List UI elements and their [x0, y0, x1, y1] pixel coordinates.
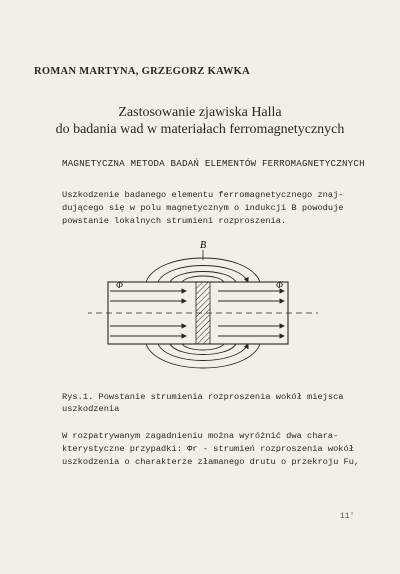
label-b: B — [200, 240, 207, 251]
paragraph-2-line-2: kterystyczne przypadki: Φr - strumień rozproszenia wokół — [62, 444, 354, 454]
paragraph-1-line-1: Uszkodzenie badanego elementu ferromagnetycznego znaj- — [62, 190, 344, 200]
caption-line-2: uszkodzenia — [62, 404, 120, 414]
authors: ROMAN MARTYNA, GRZEGORZ KAWKA — [34, 66, 250, 77]
leakage-flux-top — [146, 258, 260, 282]
paragraph-2-line-3: uszkodzenia o charakterze złamanego drutu o przekroju Fu, — [62, 457, 360, 467]
label-phi-right: Φ — [276, 280, 283, 290]
paragraph-1-line-3: powstanie lokalnych strumieni rozproszenia. — [62, 216, 287, 226]
title-line-1: Zastosowanie zjawiska Halla — [118, 105, 282, 120]
paragraph-2-line-1: W rozpatrywanym zagadnieniu można wyróżnić dwa chara- — [62, 431, 339, 441]
figure-flux-diagram — [88, 238, 318, 390]
paragraph-1-line-2: dującego się w polu magnetycznym o indukcji B powoduje — [62, 203, 344, 213]
title-line-2: do badania wad w materiałach ferromagnetycznych — [55, 122, 345, 137]
leakage-flux-bottom — [146, 344, 260, 368]
label-phi-left: Φ — [116, 280, 123, 290]
caption-line-1: Rys.1. Powstanie strumienia rozproszenia wokół miejsca — [62, 392, 344, 402]
section-heading: MAGNETYCZNA METODA BADAŃ ELEMENTÓW FERROMAGNETYCZNYCH — [62, 158, 365, 169]
page-number: 11' — [340, 512, 355, 521]
